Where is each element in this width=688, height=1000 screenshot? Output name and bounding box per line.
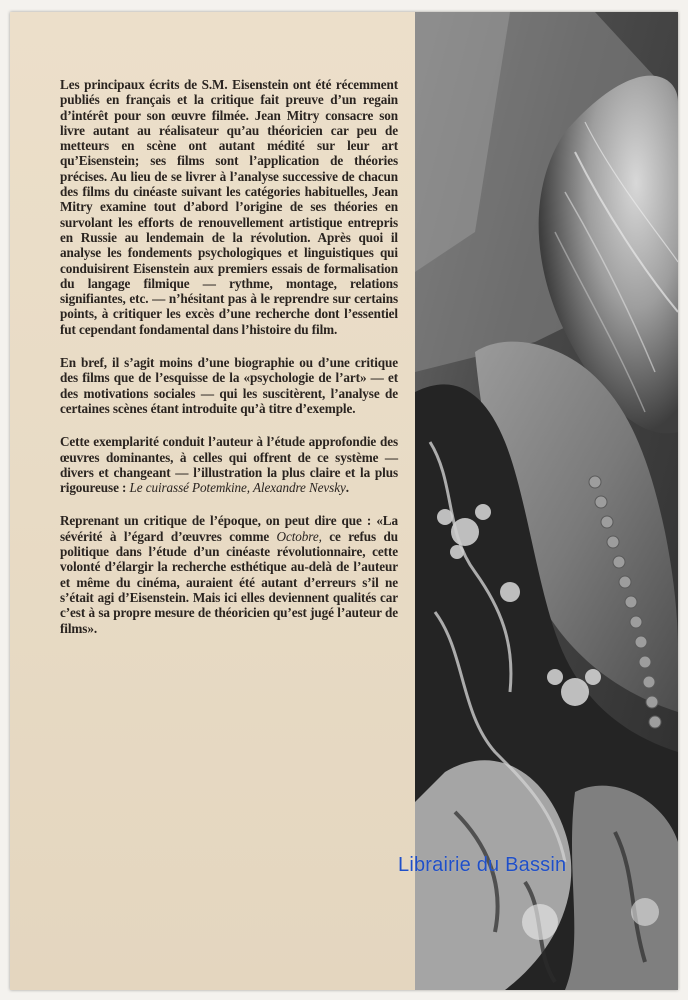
film-titles-potemkine-nevsky: Le cuirassé Potemkine, Alexandre Nevsky	[129, 480, 346, 496]
watermark-librairie-du-bassin: Librairie du Bassin	[398, 854, 567, 876]
blurb-paragraph-4	[60, 513, 398, 635]
blurb-paragraph-3	[60, 434, 398, 495]
blurb-paragraph-2: En bref, il s’agit moins d’une biographie ou d’une critique des films que de l’esquisse de la «psychologie de l’art» — et des motivations sociales — qui les suscitèrent, l’analyse de certaines scènes étant introduite qu’à titre d’exemple.	[60, 355, 398, 416]
text-panel	[10, 12, 415, 990]
book-back-cover	[10, 12, 678, 990]
cover-photo	[415, 12, 678, 990]
blurb-paragraph-4-end: ce refus du politique dans l’étude d’un cinéaste révolutionnaire, cette volonté d’élargir la recherche esthétique au-delà de l’auteur et même du cinéma, auraient été autant d’erreurs s’il ne s’était agi d’Eisenstein. Mais ici elles deviennent qualités car c’est à sa propre mesure de théoricien qu’est jugé l’auteur de films».	[60, 528, 398, 636]
blurb-paragraph-3-end: .	[345, 480, 349, 496]
photo-illustration	[415, 12, 678, 990]
blurb-paragraph-1: Les principaux écrits de S.M. Eisenstein ont été récemment publiés en français et la critique fait preuve d’un regain d’intérêt pour son œuvre filmée. Jean Mitry consacre son livre autant au réalisateur qu’au théoricien car peu de metteurs en scène ont autant médité sur leur art qu’Eisenstein; ses films sont l’application de théories précises. Au lieu de se livrer à l’analyse successive de chacun des films du cinéaste suivant les catégories habituelles, Jean Mitry examine tout d’abord l’origine de ses théories en survolant les efforts de renouvellement artistique entrepris en Russie au lendemain de la révolution. Après quoi il analyse les fondements psychologiques et linguistiques qui conduisirent Eisenstein aux premiers essais de formalisation du langage filmique — rythme, montage, relations signifiantes, etc. — n’hésitant pas à le reprendre sur certains points, à critiquer les excès d’une recherche dont l’essentiel fut cependant fondamental dans l’histoire du film.	[60, 77, 398, 337]
blurb-paragraph-4-start: Reprenant un critique de l’époque, on peut dire que : «La sévérité à l’égard d’œuvres comme	[60, 513, 398, 544]
blurb-paragraph-3-text: Cette exemplarité conduit l’auteur à l’étude approfondie des œuvres dominantes, à celles qui offrent de ce système — divers et changeant — l’illustration la plus claire et la plus rigoureuse :	[60, 434, 398, 496]
film-title-octobre: Octobre,	[276, 528, 322, 544]
blurb-text	[60, 77, 398, 654]
